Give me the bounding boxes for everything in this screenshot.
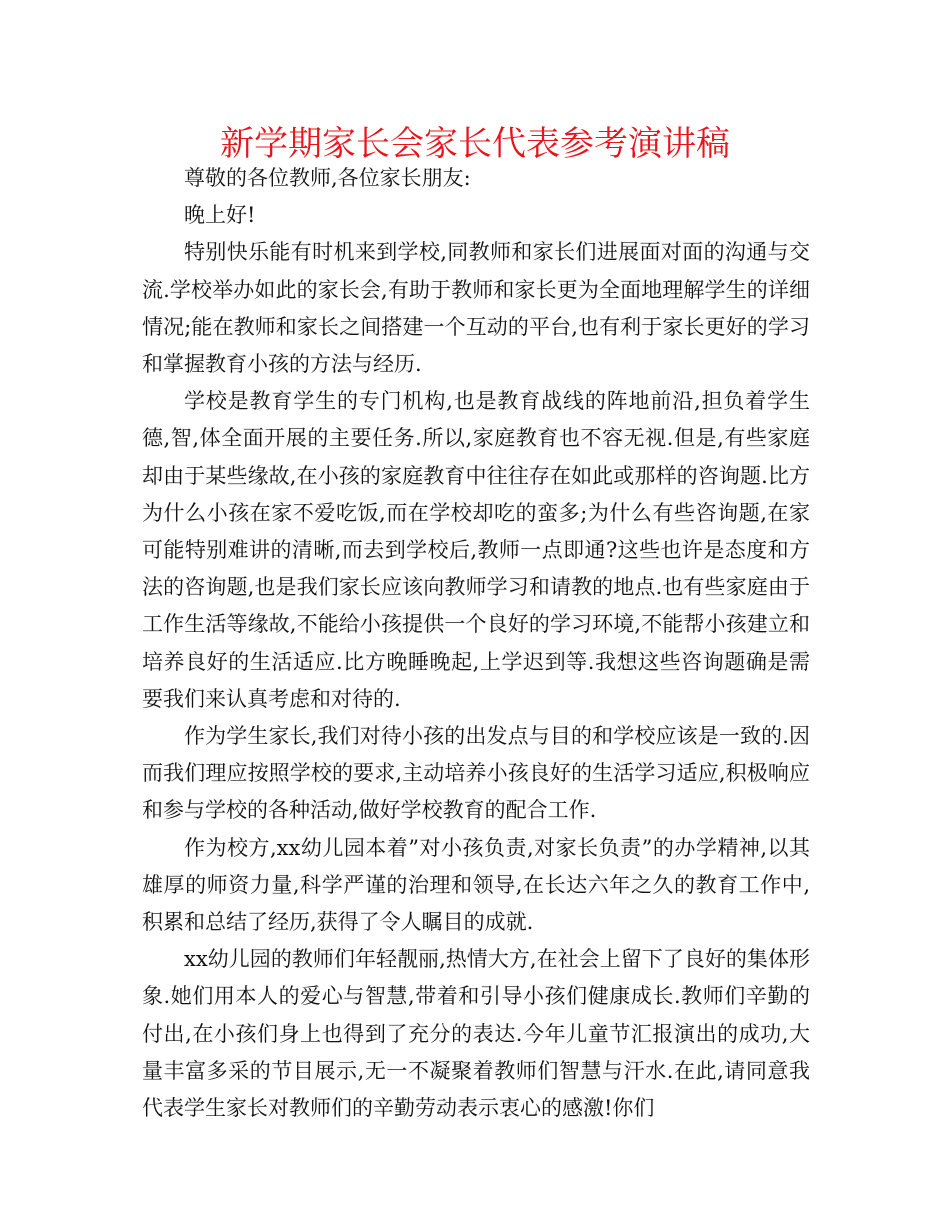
salutation-paragraph: 晚上好! <box>184 203 256 228</box>
document-body <box>142 160 810 1127</box>
body-paragraph: xx幼儿园的教师们年轻靓丽,热情大方,在社会上留下了良好的集体形象.她们用本人的爱心与智慧,带着和引导小孩们健康成长.教师们辛勤的付出,在小孩们身上也得到了充分的表达.今年儿童节汇报演出的成功,大量丰富多采的节目展示,无一不凝聚着教师们智慧与汗水.在此,请同意我代表学生家长对教师们的辛勤劳动表示衷心的感激!你们 <box>142 947 810 1121</box>
body-paragraph: 特别快乐能有时机来到学校,同教师和家长们进展面对面的沟通与交流.学校举办如此的家长会,有助于教师和家长更为全面地理解学生的详细情况;能在教师和家长之间搭建一个互动的平台,也有利于家长更好的学习和掌握教育小孩的方法与经历. <box>142 240 810 377</box>
body-paragraph: 学校是教育学生的专门机构,也是教育战线的阵地前沿,担负着学生德,智,体全面开展的主要任务.所以,家庭教育也不容无视.但是,有些家庭却由于某些缘故,在小孩的家庭教育中往往存在如此或那样的咨询题.比方为什么小孩在家不爱吃饭,而在学校却吃的蛮多;为什么有些咨询题,在家可能特别难讲的清晰,而去到学校后,教师一点即通?这些也许是态度和方法的咨询题,也是我们家长应该向教师学习和请教的地点.也有些家庭由于工作生活等缘故,不能给小孩提供一个良好的学习环境,不能帮小孩建立和培养良好的生活适应.比方晚睡晚起,上学迟到等.我想这些咨询题确是需要我们来认真考虑和对待的. <box>142 389 810 711</box>
document-title: 新学期家长会家长代表参考演讲稿 <box>220 124 730 164</box>
body-paragraph: 作为校方,xx幼儿园本着”对小孩负责,对家长负责”的办学精神,以其雄厚的师资力量,科学严谨的治理和领导,在长达六年之久的教育工作中,积累和总结了经历,获得了令人瞩目的成就. <box>142 835 810 935</box>
greeting-paragraph: 尊敬的各位教师,各位家长朋友: <box>184 166 471 190</box>
body-paragraph: 作为学生家长,我们对待小孩的出发点与目的和学校应该是一致的.因而我们理应按照学校的要求,主动培养小孩良好的生活学习适应,积极响应和参与学校的各种活动,做好学校教育的配合工作. <box>142 724 810 823</box>
